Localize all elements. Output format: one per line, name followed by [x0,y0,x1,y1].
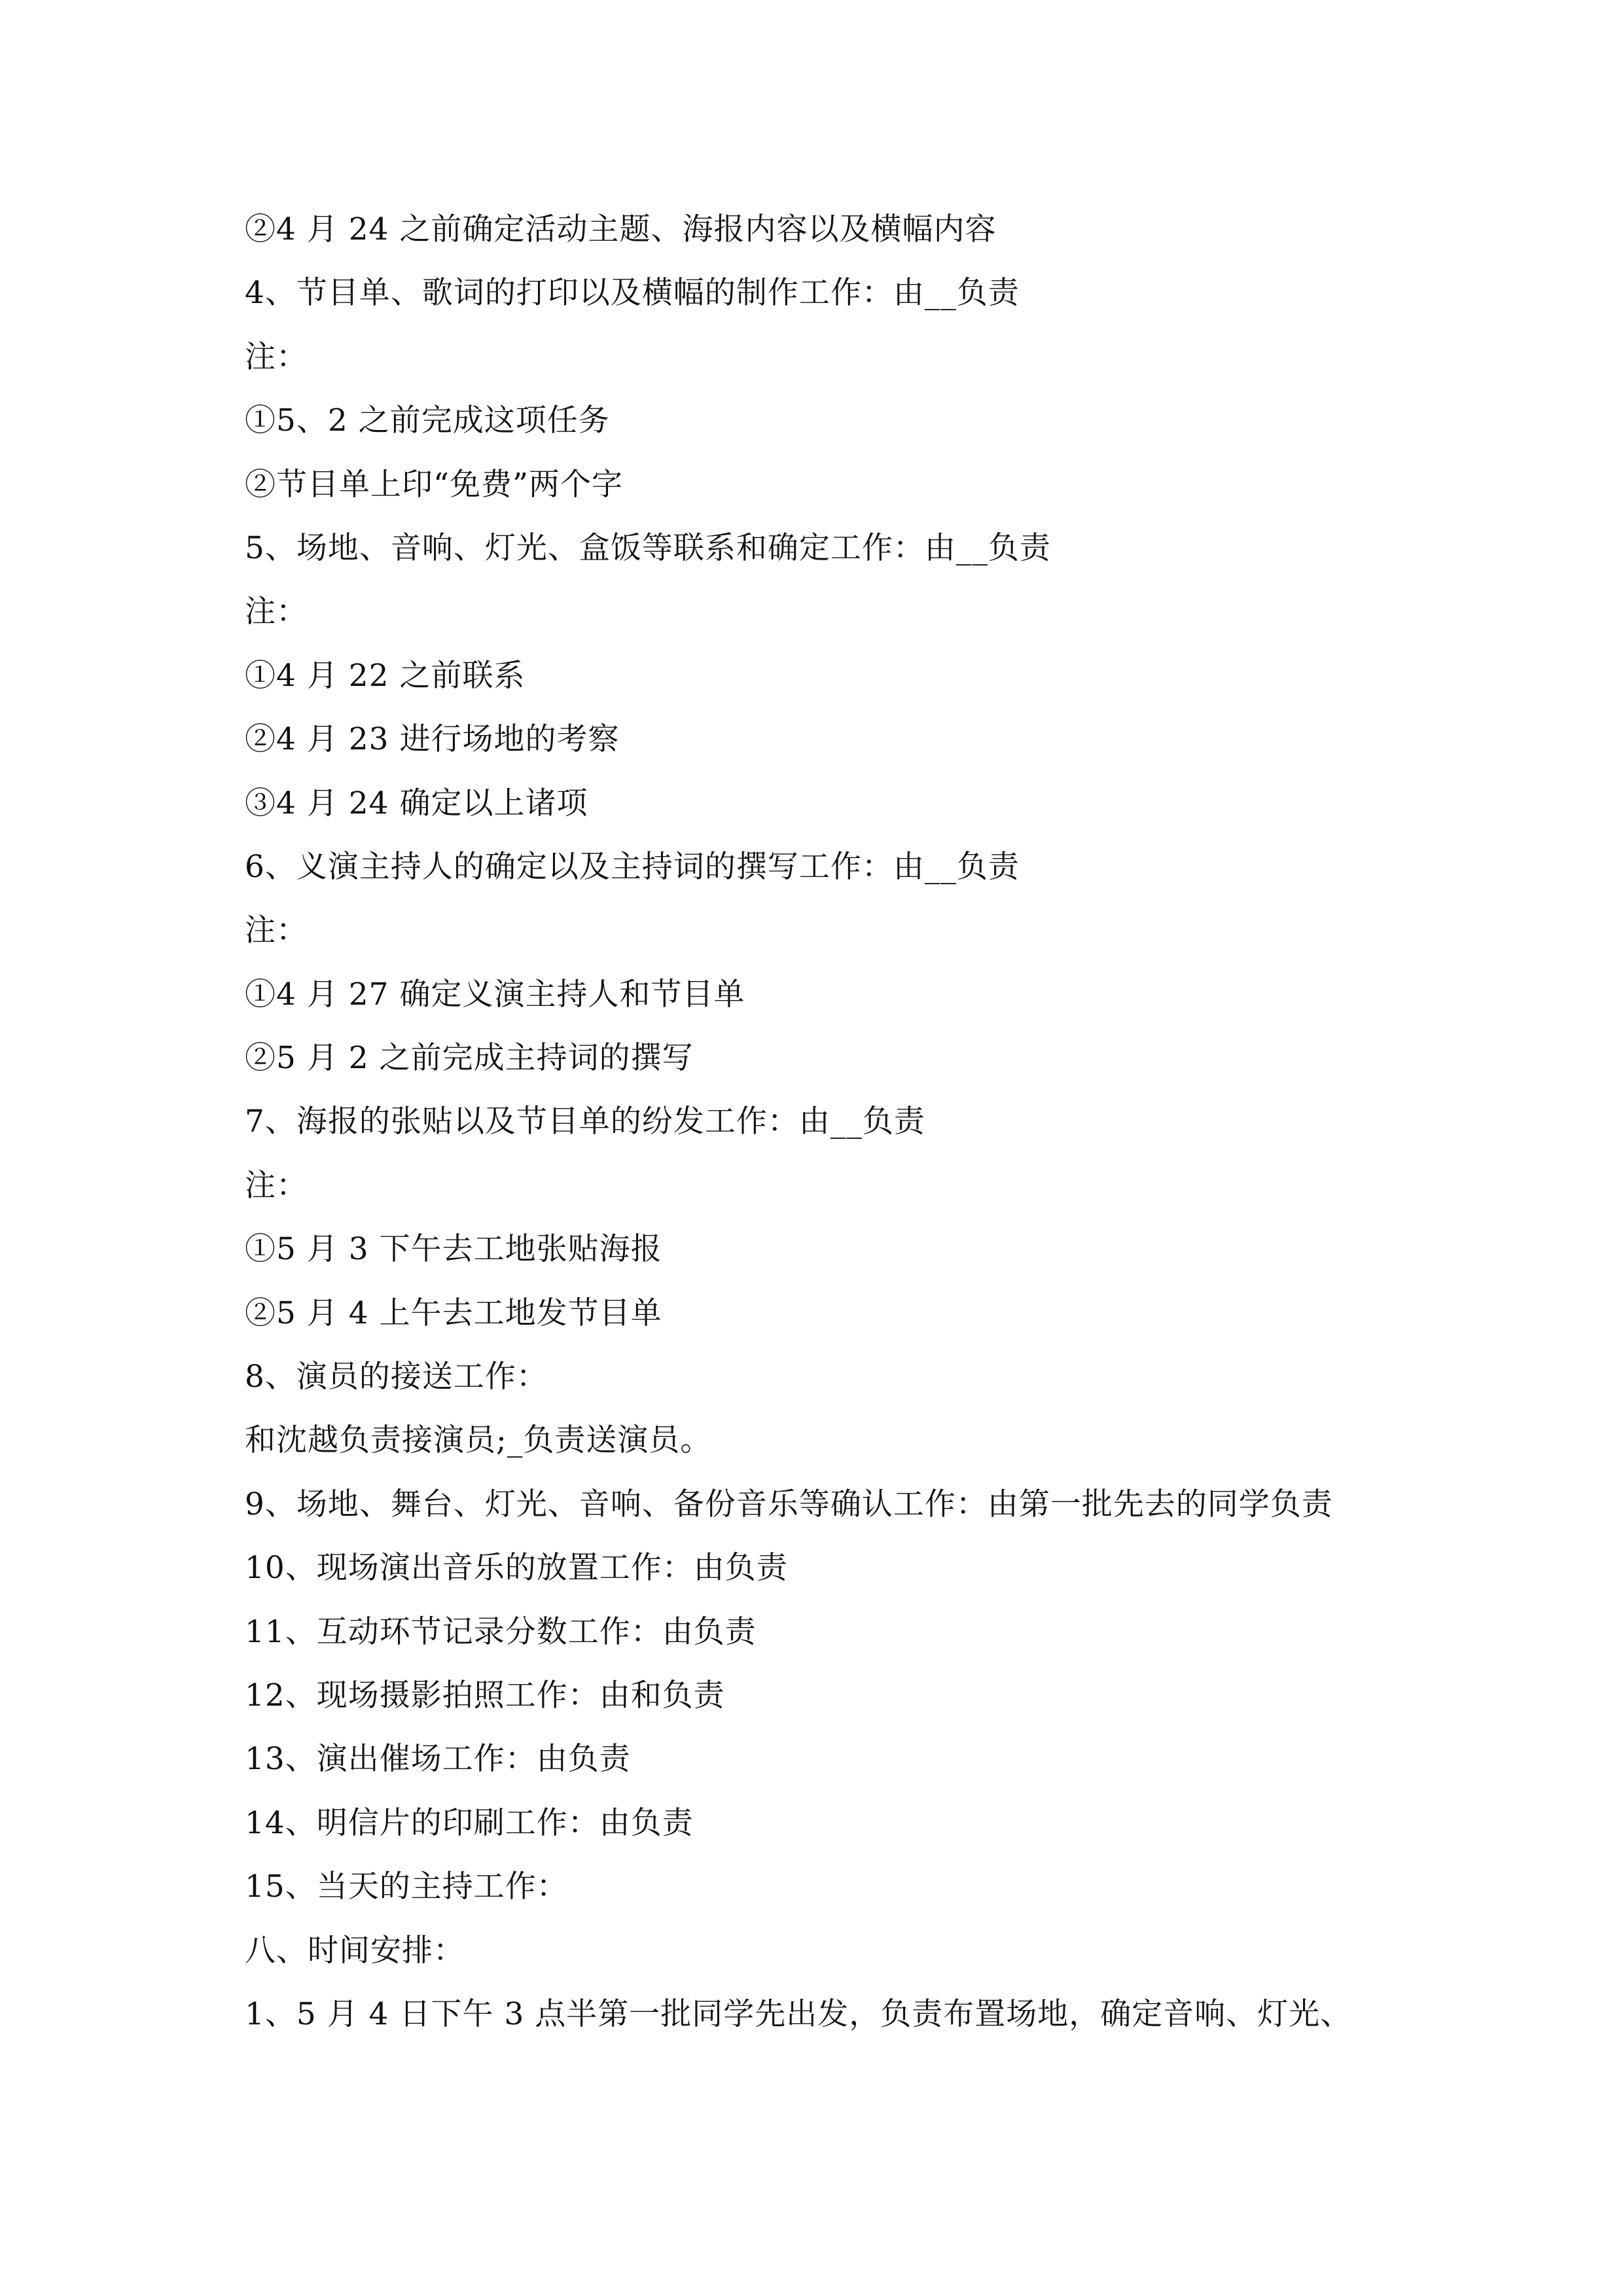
text-line: 5、场地、音响、灯光、盒饭等联系和确定工作：由__负责 [245,529,1051,566]
text-line: ②节目单上印“免费”两个字 [245,466,624,503]
text-line: 注： [245,912,308,949]
document-body [245,203,1488,2051]
text-line: 注： [245,338,308,375]
text-line: 14、明信片的印刷工作：由负责 [245,1804,694,1841]
text-line: ①5、2 之前完成这项任务 [245,403,610,439]
text-line: 11、互动环节记录分数工作：由负责 [245,1613,757,1650]
text-line: ①4 月 27 确定义演主持人和节目单 [245,976,745,1013]
text-line: 八、时间安排： [245,1932,465,1969]
text-line: 10、现场演出音乐的放置工作：由负责 [245,1550,788,1587]
text-line: ①4 月 22 之前联系 [245,657,526,694]
text-line: ②4 月 24 之前确定活动主题、海报内容以及横幅内容 [245,211,997,247]
text-line: ②4 月 23 进行场地的考察 [245,721,620,758]
text-line: 13、演出催场工作：由负责 [245,1741,631,1778]
text-line: 1、5 月 4 日下午 3 点半第一批同学先出发，负责布置场地，确定音响、灯光、 [245,1996,1352,2032]
text-line: 12、现场摄影拍照工作：由和负责 [245,1677,725,1713]
text-line: 4、节目单、歌词的打印以及横幅的制作工作：由__负责 [245,275,1020,312]
text-line: 8、演员的接送工作： [245,1359,548,1395]
text-line: 注： [245,1167,308,1204]
text-line: 7、海报的张贴以及节目单的纷发工作：由__负责 [245,1103,925,1140]
text-line: 和沈越负责接演员;_负责送演员。 [245,1422,712,1459]
text-line: 6、义演主持人的确定以及主持词的撰写工作：由__负责 [245,848,1020,885]
text-line: ①5 月 3 下午去工地张贴海报 [245,1231,662,1268]
text-line: ③4 月 24 确定以上诸项 [245,785,588,821]
text-line: 15、当天的主持工作： [245,1869,568,1905]
text-line: ②5 月 4 上午去工地发节目单 [245,1295,662,1331]
text-line: ②5 月 2 之前完成主持词的撰写 [245,1040,694,1077]
text-line: 注： [245,594,308,630]
text-line: 9、场地、舞台、灯光、音响、备份音乐等确认工作：由第一批先去的同学负责 [245,1486,1333,1522]
